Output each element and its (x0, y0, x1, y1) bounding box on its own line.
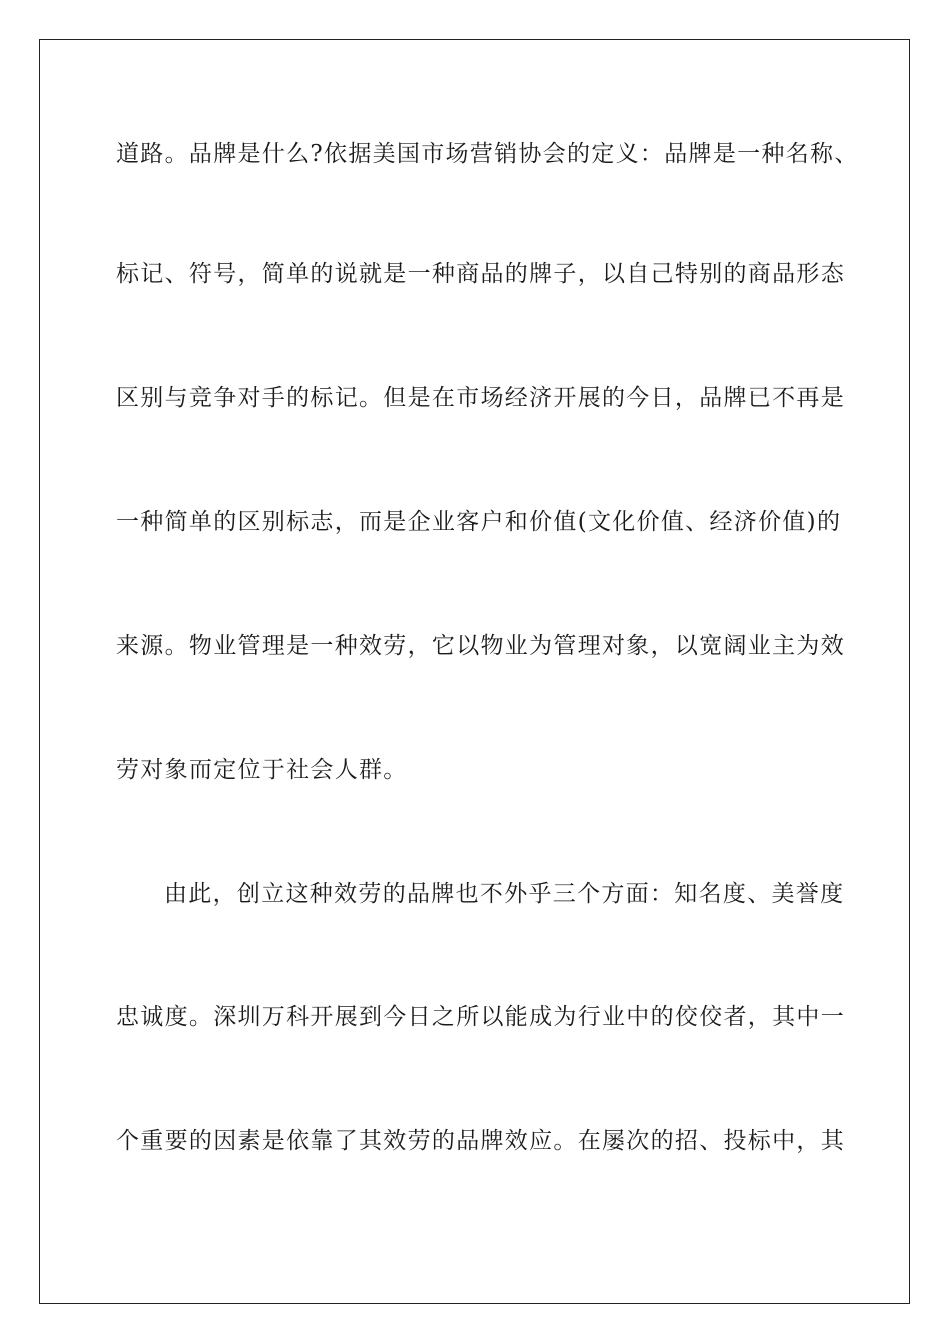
paragraph-line: 区别与竞争对手的标记。但是在市场经济开展的今日，品牌已不再是 (116, 385, 845, 411)
page-border (39, 39, 910, 1304)
paragraph-line: 标记、符号，简单的说就是一种商品的牌子，以自己特别的商品形态 (116, 261, 845, 287)
paragraph-line: 道路。品牌是什么?依据美国市场营销协会的定义：品牌是一种名称、 (116, 141, 859, 167)
paragraph-line: 来源。物业管理是一种效劳，它以物业为管理对象，以宽阔业主为效 (116, 633, 845, 659)
paragraph-line: 劳对象而定位于社会人群。 (116, 757, 408, 783)
paragraph-line: 忠诚度。深圳万科开展到今日之所以能成为行业中的佼佼者，其中一 (116, 1004, 845, 1030)
paragraph-line: 个重要的因素是依靠了其效劳的品牌效应。在屡次的招、投标中，其 (116, 1128, 845, 1154)
paragraph-line: 一种简单的区别标志，而是企业客户和价值(文化价值、经济价值)的 (116, 509, 842, 535)
paragraph-line-indented: 由此，创立这种效劳的品牌也不外乎三个方面：知名度、美誉度 (164, 881, 845, 907)
